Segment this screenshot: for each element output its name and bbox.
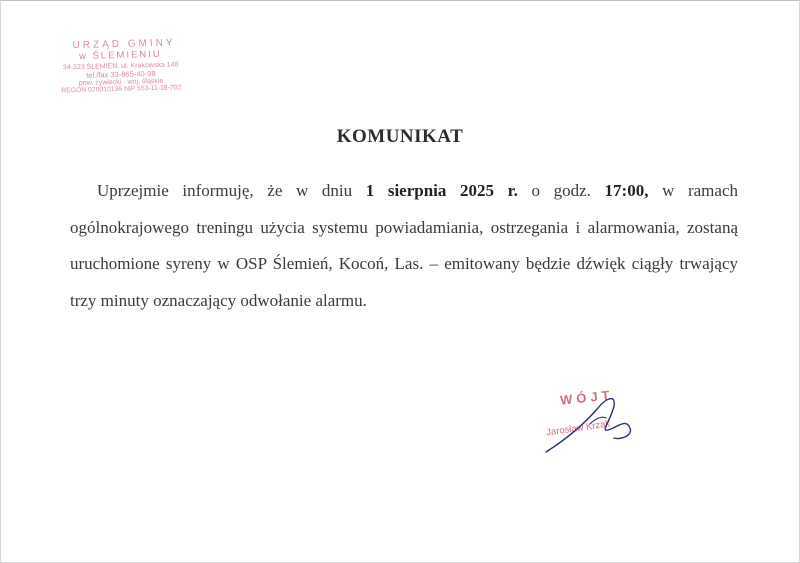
signature-block — [538, 388, 668, 458]
stamp-line-county: pow. żywiecki - woj. śląskie — [78, 77, 164, 87]
announcement-paragraph — [70, 173, 738, 319]
handwritten-signature — [538, 388, 668, 458]
text-intro: Uprzejmie informuję, że w dniu — [97, 181, 366, 200]
event-date: 1 sierpnia 2025 r. — [365, 181, 518, 200]
page-title: KOMUNIKAT — [336, 126, 464, 147]
announcement-body — [70, 173, 738, 319]
stamp-line-location: w ŚLEMIENIU — [78, 48, 162, 62]
signature-stamp-name: Jarosław Krzak — [545, 418, 611, 439]
text-time-prefix: o godz. — [517, 181, 605, 200]
stamp-line-ids: REGON 070010136 NIP 553-11-18-702 — [61, 84, 182, 95]
stamp-line-phone: tel./fax 33-865-40-98 — [86, 68, 156, 80]
event-time: 17:00, — [604, 181, 649, 200]
signature-stamp-title: WÓJT — [559, 387, 615, 408]
stamp-line-office: URZĄD GMINY — [72, 37, 176, 52]
stamp-line-address: 34-323 ŚLEMIEŃ, ul. Krakowska 148 — [62, 60, 179, 71]
office-stamp — [40, 38, 201, 96]
text-details: w ramach ogólnokrajowego treningu użycia systemu powiadamiania, ostrzegania i alarmowania, zostaną uruchomione syreny w OSP Ślemień, Kocoń, Las. – emitowany będzie dźwięk ciągły trwający trzy minuty oznaczający odwołanie alarmu. — [70, 181, 738, 310]
